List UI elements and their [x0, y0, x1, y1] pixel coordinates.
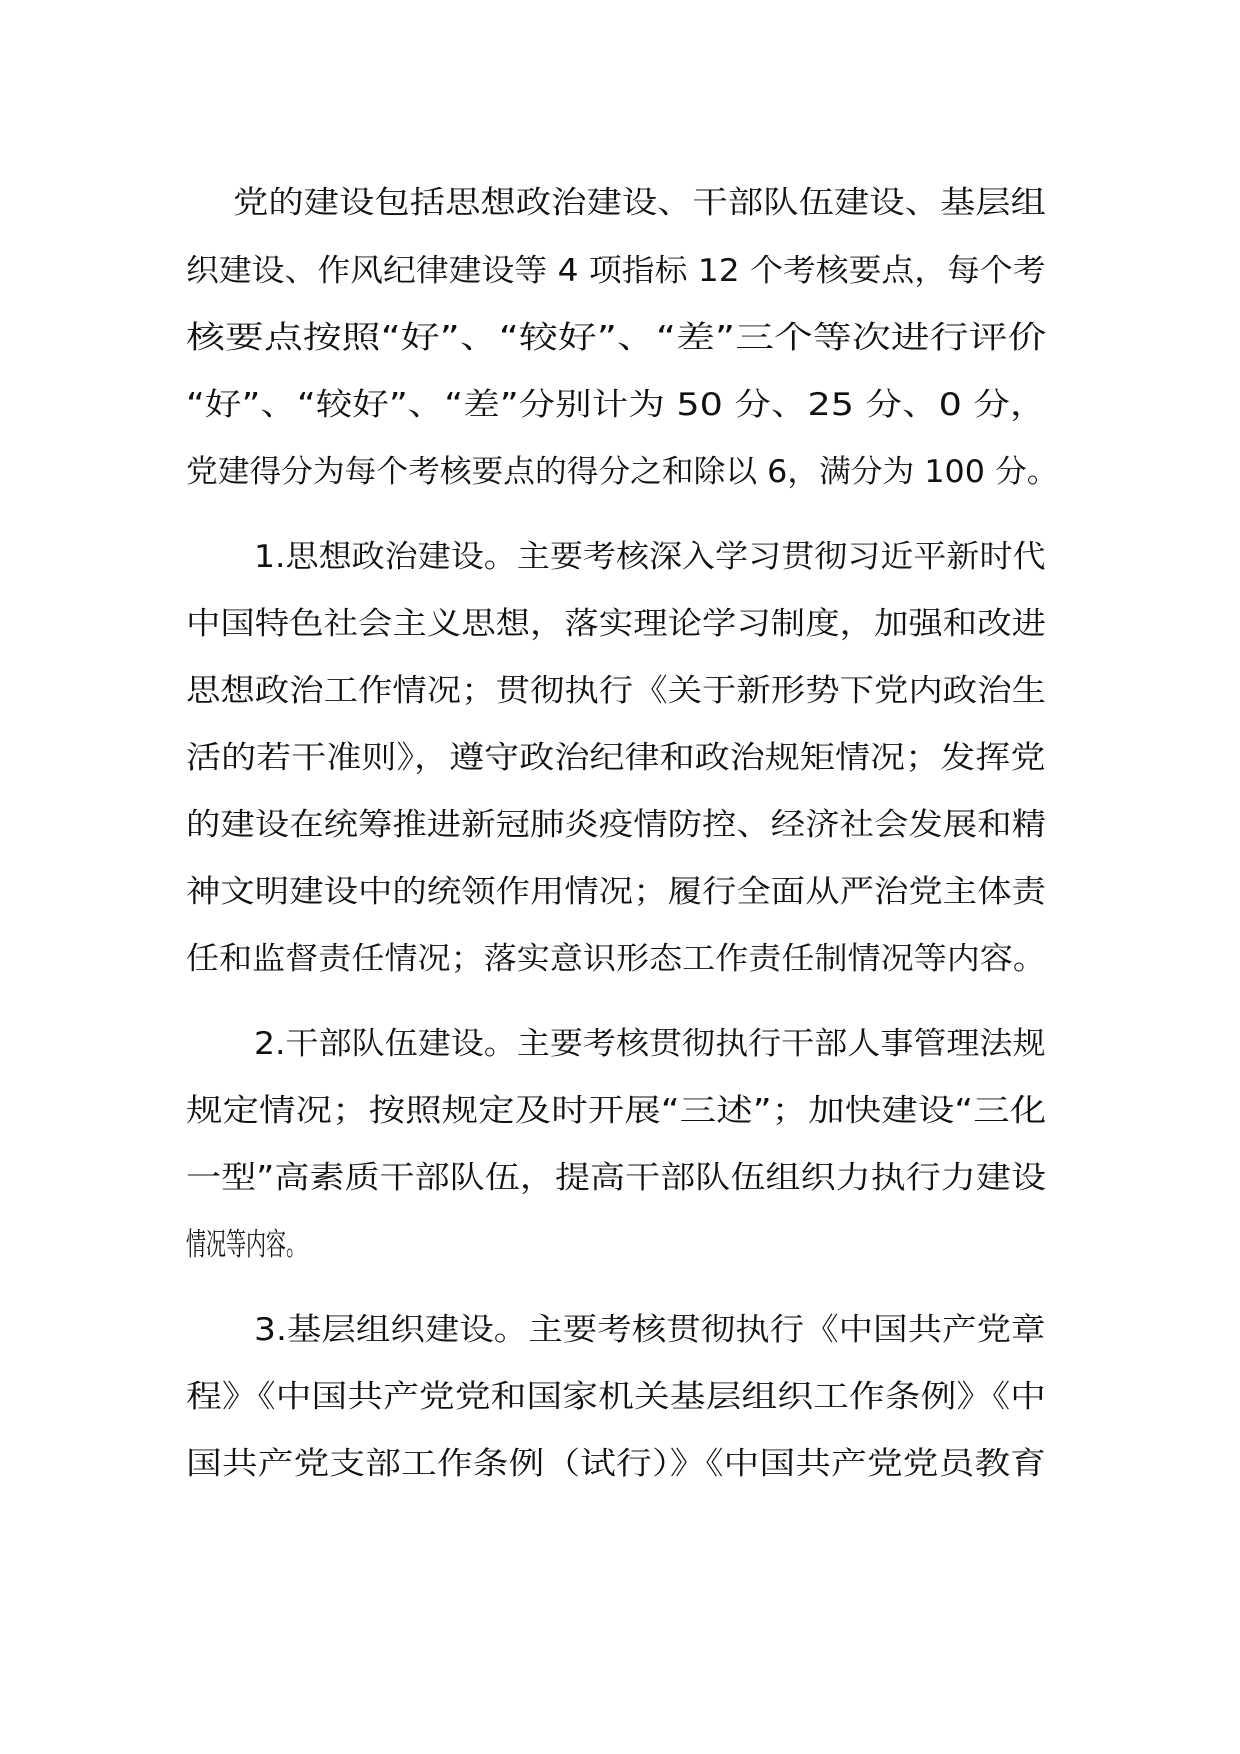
text-line: 活的若干准则》，遵守政治纪律和政治规矩情况；发挥党	[186, 740, 1046, 776]
text-line: 核要点按照“好”、“较好”、“差”三个等次进行评价	[186, 320, 1047, 356]
text-line: “好”、“较好”、“差”分别计为 50 分、25 分、0 分，	[186, 387, 1047, 423]
text-line: 中国特色社会主义思想，落实理论学习制度，加强和改进	[186, 606, 1046, 642]
text-line: 思想政治工作情况；贯彻执行《关于新形势下党内政治生	[186, 673, 1046, 709]
text-line: 2.干部队伍建设。主要考核贯彻执行干部人事管理法规	[254, 1026, 1046, 1062]
text-line: 神文明建设中的统领作用情况；履行全面从严治党主体责	[186, 874, 1046, 910]
text-line: 任和监督责任情况；落实意识形态工作责任制情况等内容。	[186, 941, 1046, 977]
text-line: 织建设、作风纪律建设等 4 项指标 12 个考核要点，每个考	[186, 253, 1046, 289]
text-line: 情况等内容。	[186, 1227, 306, 1263]
text-line: 的建设在统筹推进新冠肺炎疫情防控、经济社会发展和精	[186, 807, 1046, 843]
text-line: 1.思想政治建设。主要考核深入学习贯彻习近平新时代	[254, 539, 1046, 575]
text-line: 国共产党支部工作条例（试行）》《中国共产党党员教育	[186, 1446, 1046, 1482]
text-line: 党的建设包括思想政治建设、干部队伍建设、基层组	[233, 185, 1046, 221]
text-line: 一型”高素质干部队伍，提高干部队伍组织力执行力建设	[186, 1160, 1047, 1196]
text-line: 3.基层组织建设。主要考核贯彻执行《中国共产党章	[254, 1312, 1046, 1348]
text-line: 规定情况；按照规定及时开展“三述”；加快建设“三化	[186, 1093, 1047, 1129]
text-line: 党建得分为每个考核要点的得分之和除以 6，满分为 100 分。	[186, 454, 1059, 490]
text-line: 程》《中国共产党党和国家机关基层组织工作条例》《中	[186, 1379, 1046, 1415]
